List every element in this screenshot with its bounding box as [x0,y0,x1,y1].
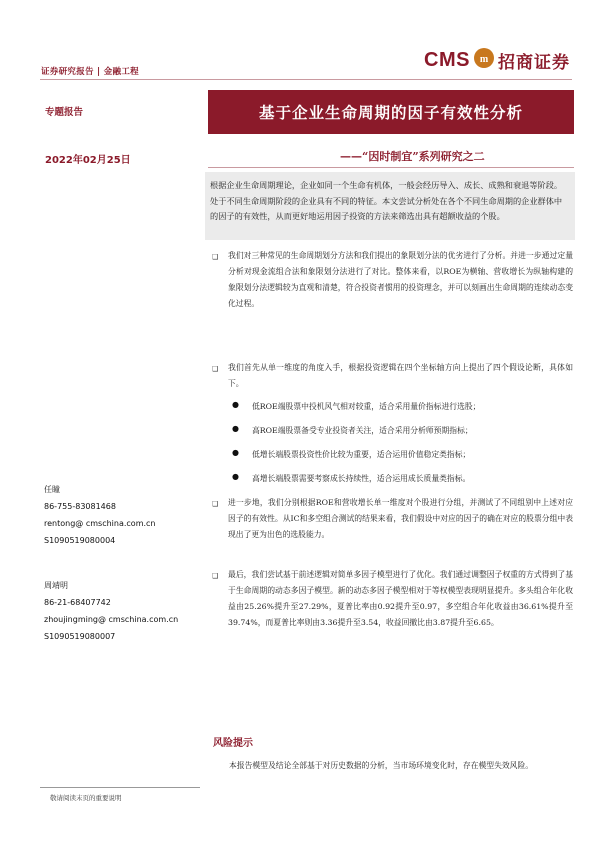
hypothesis-item: 低增长端股票投资性价比较为重要，适合运用价值稳定类指标； [252,450,471,459]
square-bullet-icon: ❑ [212,572,219,580]
dot-bullet-icon: ● [232,448,239,457]
square-bullet-icon: ❑ [212,253,219,261]
square-bullet-icon: ❑ [212,365,219,373]
brand-logo [424,47,574,73]
author-name: 周靖明 [44,581,68,590]
header-divider [40,79,572,80]
author-block [44,577,178,645]
logo-cn-text: 招商证券 [497,52,570,73]
footer-note: 敬请阅读末页的重要说明 [50,794,122,802]
author-phone: 86-755-83081468 [44,502,116,511]
report-type: 专题报告 [45,107,84,118]
abstract-box: 根据企业生命周期理论，企业如同一个生命有机体，一般会经历导入、成长、成熟和衰退等阶段。处于不同生命周期阶段的企业具有不同的特征。本文尝试分析处在各个不同生命周期的企业群体中的因子的有效性，从而更好地运用因子投资的方法来筛选出具有超额收益的个股。 [205,172,575,240]
risk-heading: 风险提示 [213,738,253,749]
subtitle-divider [208,167,574,168]
author-name: 任瞳 [44,485,60,494]
report-subtitle: ——“因时制宜”系列研究之二 [340,150,485,163]
logo-latin-text: CMS [424,48,470,71]
logo-emblem-icon [473,47,495,73]
author-cert: S1090519080007 [44,632,116,641]
dot-bullet-icon: ● [232,424,239,433]
dot-bullet-icon: ● [232,400,239,409]
bullet-paragraph: 最后，我们尝试基于前述逻辑对简单多因子模型进行了优化。我们通过调整因子权重的方式得到了基于生命周期的动态多因子模型。新的动态多因子模型相对于等权模型表现明显提升。多头组合年化收益由25.26%提升至27.29%，夏普比率由0.92提升至0.97，多空组合年化收益由36.61%提升至39.74%，而夏普比率则由3.36提升至3.54，收益回撤比由3.87提升至6.65。 [228,570,573,627]
bullet-paragraph: 我们对三种常见的生命周期划分方法和我们提出的象限划分法的优劣进行了分析。并进一步通过定量分析对现金流组合法和象限划分法进行了对比。整体来看，以ROE为横轴、营收增长为纵轴构建的象限划分法逻辑较为直观和清楚，符合投资者惯用的投资理念，并可以刻画出生命周期的连续动态变化过程。 [228,251,573,308]
footer-divider [40,787,200,788]
risk-text: 本报告模型及结论全部基于对历史数据的分析，当市场环境变化时，存在模型失效风险。 [229,761,534,770]
author-email[interactable]: rentong@ cmschina.com.cn [44,519,156,528]
dot-bullet-icon: ● [232,472,239,481]
bullet-paragraph: 我们首先从单一维度的角度入手，根据投资逻辑在四个坐标轴方向上提出了四个假设论断，具体如下。 [228,363,573,388]
hypothesis-item: 低ROE端股票中投机风气相对较重，适合采用量价指标进行选股； [252,402,481,411]
report-category: 证券研究报告 | 金融工程 [41,67,139,77]
author-phone: 86-21-68407742 [44,598,111,607]
title-banner [208,90,574,134]
svg-text:m: m [479,54,489,65]
hypothesis-item: 高ROE端股票备受专业投资者关注，适合采用分析师预期指标； [252,426,473,435]
square-bullet-icon: ❑ [212,500,219,508]
hypothesis-item: 高增长端股票需要考察成长持续性，适合运用成长质量类指标。 [252,474,471,483]
author-block [44,481,156,549]
report-date: 2022年02月25日 [45,155,131,166]
report-title: 基于企业生命周期的因子有效性分析 [258,103,523,122]
author-email[interactable]: zhoujingming@ cmschina.com.cn [44,615,179,624]
bullet-paragraph: 进一步地，我们分别根据ROE和营收增长单一维度对个股进行分组，并测试了不同组别中上述对应因子的有效性。从IC和多空组合测试的结果来看，我们假设中对应的因子的确在对应的股票分组中表现出了更为出色的选股能力。 [228,498,573,539]
author-cert: S1090519080004 [44,536,116,545]
